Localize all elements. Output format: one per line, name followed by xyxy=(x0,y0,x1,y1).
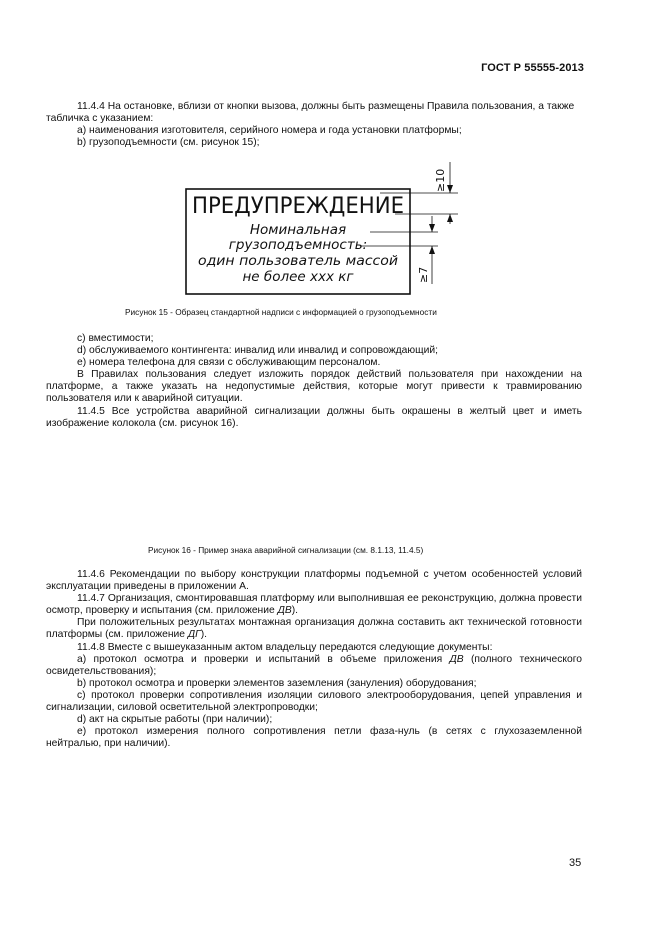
dim-arrowhead-lower xyxy=(429,224,435,232)
doc-item-e: е) протокол измерения полного сопротивления петли фаза-нуль (в сетях с глухозаземленной нейтралью, при наличии). xyxy=(46,726,582,750)
list-item-e: e) номера телефона для связи с обслуживающим персоналом. xyxy=(77,357,381,369)
dim-label-bottom: ≥7 xyxy=(417,266,430,283)
plate-title: ПРЕДУПРЕЖДЕНИЕ xyxy=(192,193,404,219)
paragraph-11-4-7: 11.4.7 Организация, смонтировавшая платформу или выполнившая ее реконструкцию, должна провести осмотр, проверку и испытания (см. приложение ДВ). xyxy=(46,593,582,617)
section-11-4-4 xyxy=(46,101,582,149)
figure-16-caption: Рисунок 16 - Пример знака аварийной сигнализации (см. 8.1.13, 11.4.5) xyxy=(148,545,424,555)
paragraph-11-4-4: 11.4.4 На остановке, вблизи от кнопки вызова, должны быть размещены Правила пользования, а также табличка с указанием: xyxy=(46,101,575,125)
dim-arrowhead-lower-2 xyxy=(429,246,435,254)
dim-arrowhead-upper-2 xyxy=(447,214,453,222)
figure-15-caption: Рисунок 15 - Образец стандартной надписи с информацией о грузоподъемности xyxy=(125,307,437,317)
paragraph-11-4-5: 11.4.5 Все устройства аварийной сигнализации должны быть окрашены в желтый цвет и иметь изображение колокола (см. рисунок 16). xyxy=(46,405,582,429)
list-item-a: a) наименования изготовителя, серийного номера и года установки платформы; xyxy=(77,125,462,137)
doc-item-a: а) протокол осмотра и проверки и испытаний в объеме приложения ДВ (полного технического освидетельствования); xyxy=(46,653,583,677)
doc-item-d: d) акт на скрытые работы (при наличии); xyxy=(77,714,273,726)
dim-label-top: ≥10 xyxy=(434,168,447,192)
section-11-4-6-to-11-4-8 xyxy=(46,569,582,750)
figure-16-alarm-sign xyxy=(210,442,450,537)
paragraph-installation-act: При положительных результатах монтажная организация должна составить акт технической готовности платформы (см. приложение ДГ). xyxy=(46,617,582,641)
plate-line-2: грузоподъемность: xyxy=(228,237,368,253)
page-number: 35 xyxy=(569,857,582,869)
dim-arrowhead-upper xyxy=(447,185,453,193)
plate-line-4: не более ххх кг xyxy=(242,269,354,285)
appendix-ref-dg: ДГ xyxy=(187,629,201,641)
list-item-c: c) вместимости; xyxy=(77,333,154,344)
paragraph-rules: В Правилах пользования следует изложить порядок действий пользователя при нахождении на платформе, а также указать на недопустимые действия, которые могут привести к травмированию пользователя или к аварийной ситуации. xyxy=(46,369,582,405)
document-number: ГОСТ Р 55555-2013 xyxy=(481,62,584,74)
list-item-d: d) обслуживаемого контингента: инвалид или инвалид и сопровождающий; xyxy=(77,345,438,357)
appendix-ref-dv: ДВ xyxy=(277,605,292,617)
paragraph-11-4-6: 11.4.6 Рекомендации по выбору конструкции платформы подъемной с учетом особенностей условий эксплуатации приведены в приложении А. xyxy=(46,569,582,593)
plate-line-1: Номинальная xyxy=(249,222,347,238)
doc-item-b: b) протокол осмотра и проверки элементов заземления (зануления) оборудования; xyxy=(77,677,477,689)
paragraph-11-4-8: 11.4.8 Вместе с вышеуказанным актом владельцу передаются следующие документы: xyxy=(77,641,493,653)
plate-line-3: один пользователь массой xyxy=(198,253,399,269)
appendix-ref-dv-2: ДВ xyxy=(449,653,464,665)
figure-15-warning-plate xyxy=(180,152,480,302)
warning-plate-drawing xyxy=(180,152,480,302)
list-item-b: b) грузоподъемности (см. рисунок 15); xyxy=(77,137,260,149)
section-items-c-e xyxy=(46,333,582,430)
doc-item-c: с) протокол проверки сопротивления изоляции силового электрооборудования, цепей управления и сигнализации, силовой осветительной электропроводки; xyxy=(46,689,582,714)
